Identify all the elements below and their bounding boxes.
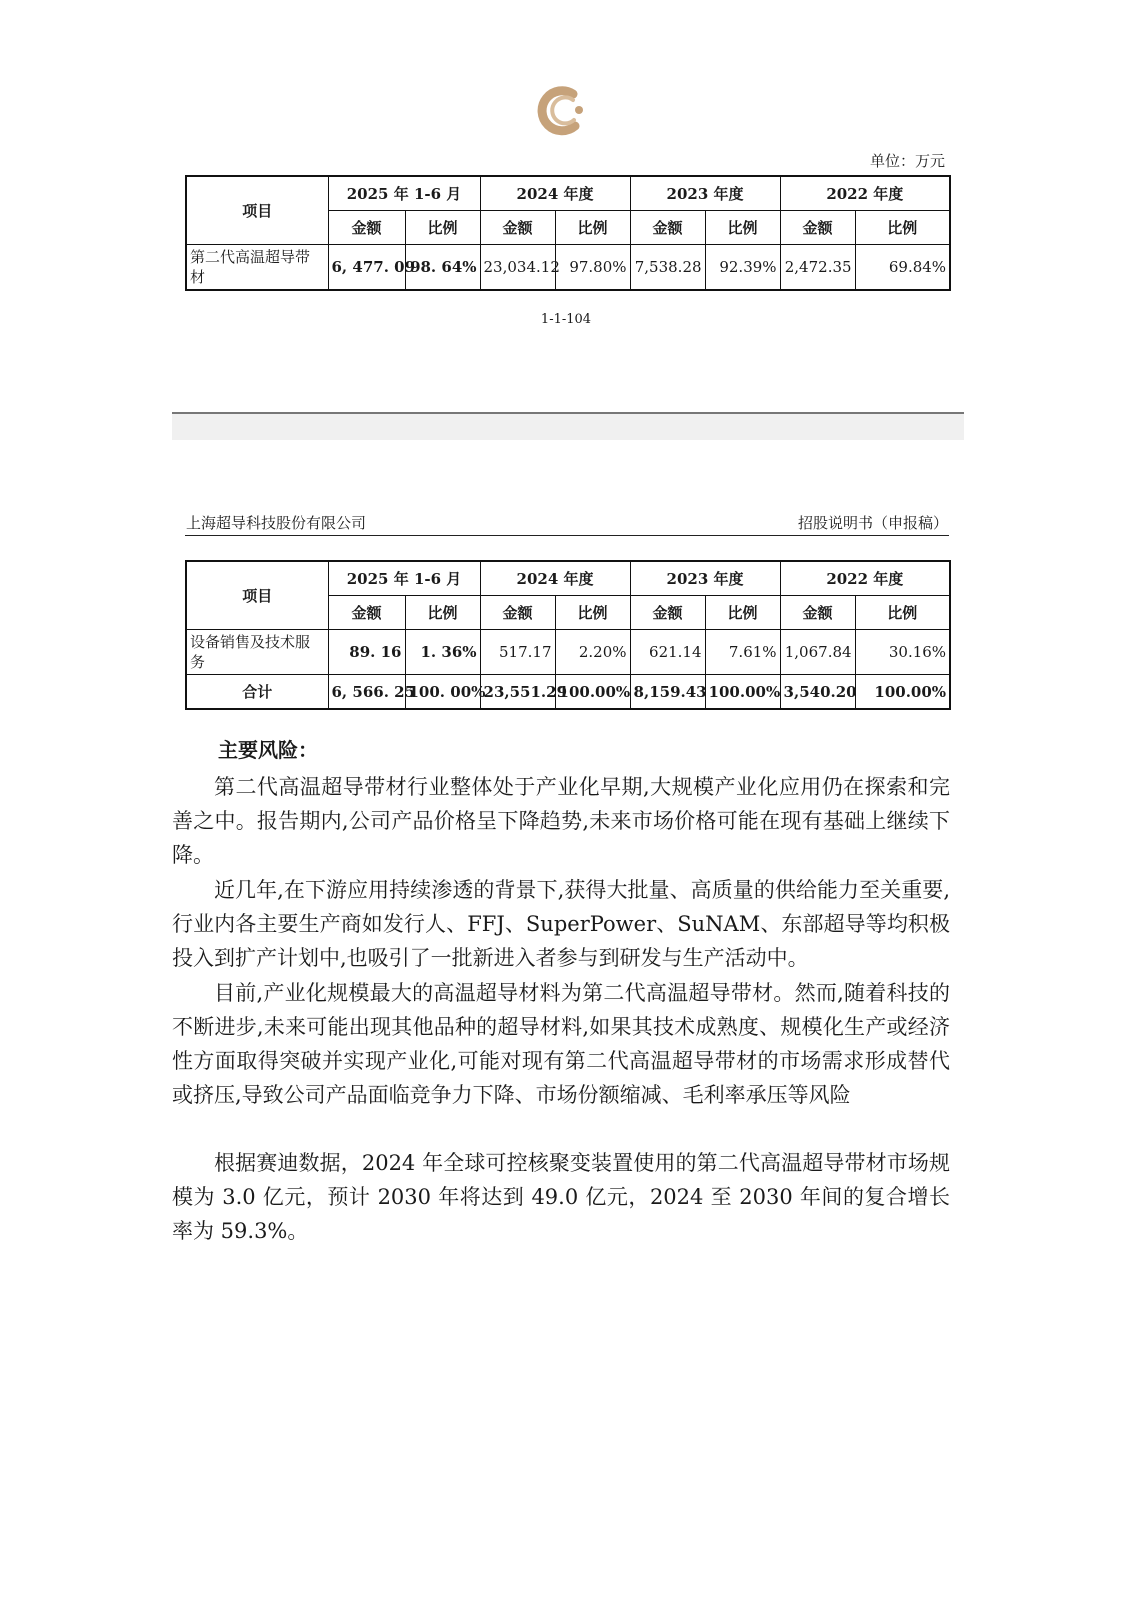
paragraph: 根据赛迪数据，2024 年全球可控核聚变装置使用的第二代高温超导带材市场规模为 3.0 亿元，预计 2030 年将达到 49.0 亿元，2024 至 2030 年间的复合增长率为 59.3%。 bbox=[172, 1151, 950, 1243]
cell: 23,551.29 bbox=[480, 675, 555, 710]
cell: 100.00% bbox=[555, 675, 630, 710]
cell: 100.00% bbox=[855, 675, 950, 710]
cell: 97.80% bbox=[555, 245, 630, 291]
cell: 6, 566. 25 bbox=[328, 675, 405, 710]
table-total-row bbox=[186, 675, 950, 710]
item-header: 项目 bbox=[186, 561, 328, 630]
item-header: 项目 bbox=[186, 176, 328, 245]
amount-header: 金额 bbox=[780, 211, 855, 245]
row-label: 第二代高温超导带材 bbox=[186, 245, 328, 291]
cell: 6, 477. 09 bbox=[328, 245, 405, 291]
paragraph: 近几年,在下游应用持续渗透的背景下,获得大批量、高质量的供给能力至关重要,行业内各主要生产商如发行人、FFJ、SuperPower、SuNAM、东部超导等均积极投入到扩产计划中,也吸引了一批新进入者参与到研发与生产活动中。 bbox=[172, 878, 950, 970]
amount-header: 金额 bbox=[630, 211, 705, 245]
ratio-header: 比例 bbox=[855, 211, 950, 245]
amount-header: 金额 bbox=[480, 596, 555, 630]
ratio-header: 比例 bbox=[555, 211, 630, 245]
table-row bbox=[186, 245, 950, 291]
cell: 92.39% bbox=[705, 245, 780, 291]
page-separator bbox=[172, 412, 964, 440]
row-label: 设备销售及技术服务 bbox=[186, 630, 328, 675]
cell: 7.61% bbox=[705, 630, 780, 675]
amount-header: 金额 bbox=[480, 211, 555, 245]
cell: 8,159.43 bbox=[630, 675, 705, 710]
period-header: 2024 年度 bbox=[480, 561, 630, 596]
cell: 89. 16 bbox=[328, 630, 405, 675]
cell: 1. 36% bbox=[405, 630, 480, 675]
amount-header: 金额 bbox=[328, 211, 405, 245]
period-header: 2022 年度 bbox=[780, 561, 950, 596]
cell: 517.17 bbox=[480, 630, 555, 675]
row-label: 合计 bbox=[186, 675, 328, 710]
company-logo bbox=[539, 84, 591, 136]
amount-header: 金额 bbox=[630, 596, 705, 630]
revenue-table-bottom bbox=[185, 560, 951, 710]
period-header: 2025 年 1-6 月 bbox=[328, 561, 480, 596]
ratio-header: 比例 bbox=[705, 211, 780, 245]
period-header: 2023 年度 bbox=[630, 176, 780, 211]
cell: 98. 64% bbox=[405, 245, 480, 291]
header-company: 上海超导科技股份有限公司 bbox=[186, 514, 367, 532]
cell: 1,067.84 bbox=[780, 630, 855, 675]
table-header-row bbox=[186, 561, 950, 596]
cell: 2.20% bbox=[555, 630, 630, 675]
cell: 100. 00% bbox=[405, 675, 480, 710]
period-header: 2022 年度 bbox=[780, 176, 950, 211]
period-header: 2024 年度 bbox=[480, 176, 630, 211]
ratio-header: 比例 bbox=[555, 596, 630, 630]
ratio-header: 比例 bbox=[855, 596, 950, 630]
header-rule bbox=[185, 535, 949, 536]
unit-label: 单位：万元 bbox=[869, 152, 945, 170]
ratio-header: 比例 bbox=[405, 211, 480, 245]
ratio-header: 比例 bbox=[705, 596, 780, 630]
period-header: 2025 年 1-6 月 bbox=[328, 176, 480, 211]
paragraph: 目前,产业化规模最大的高温超导材料为第二代高温超导带材。然而,随着科技的不断进步,未来可能出现其他品种的超导材料,如果其技术成熟度、规模化生产或经济性方面取得突破并实现产业化,可能对现有第二代高温超导带材的市场需求形成替代或挤压,导致公司产品面临竞争力下降、市场份额缩减、毛利率承压等风险 bbox=[172, 981, 950, 1107]
amount-header: 金额 bbox=[328, 596, 405, 630]
cell: 30.16% bbox=[855, 630, 950, 675]
header-doc-title: 招股说明书（申报稿） bbox=[797, 514, 948, 532]
section-heading: 主要风险： bbox=[218, 738, 318, 762]
table-header-row bbox=[186, 176, 950, 211]
paragraph: 第二代高温超导带材行业整体处于产业化早期,大规模产业化应用仍在探索和完善之中。报告期内,公司产品价格呈下降趋势,未来市场价格可能在现有基础上继续下降。 bbox=[172, 775, 950, 867]
cell: 7,538.28 bbox=[630, 245, 705, 291]
table-row bbox=[186, 630, 950, 675]
cell: 23,034.12 bbox=[480, 245, 555, 291]
cell: 2,472.35 bbox=[780, 245, 855, 291]
page-number: 1-1-104 bbox=[540, 312, 592, 327]
cell: 69.84% bbox=[855, 245, 950, 291]
amount-header: 金额 bbox=[780, 596, 855, 630]
cell: 621.14 bbox=[630, 630, 705, 675]
revenue-table-top bbox=[185, 175, 951, 291]
cell: 100.00% bbox=[705, 675, 780, 710]
cell: 3,540.20 bbox=[780, 675, 855, 710]
ratio-header: 比例 bbox=[405, 596, 480, 630]
period-header: 2023 年度 bbox=[630, 561, 780, 596]
